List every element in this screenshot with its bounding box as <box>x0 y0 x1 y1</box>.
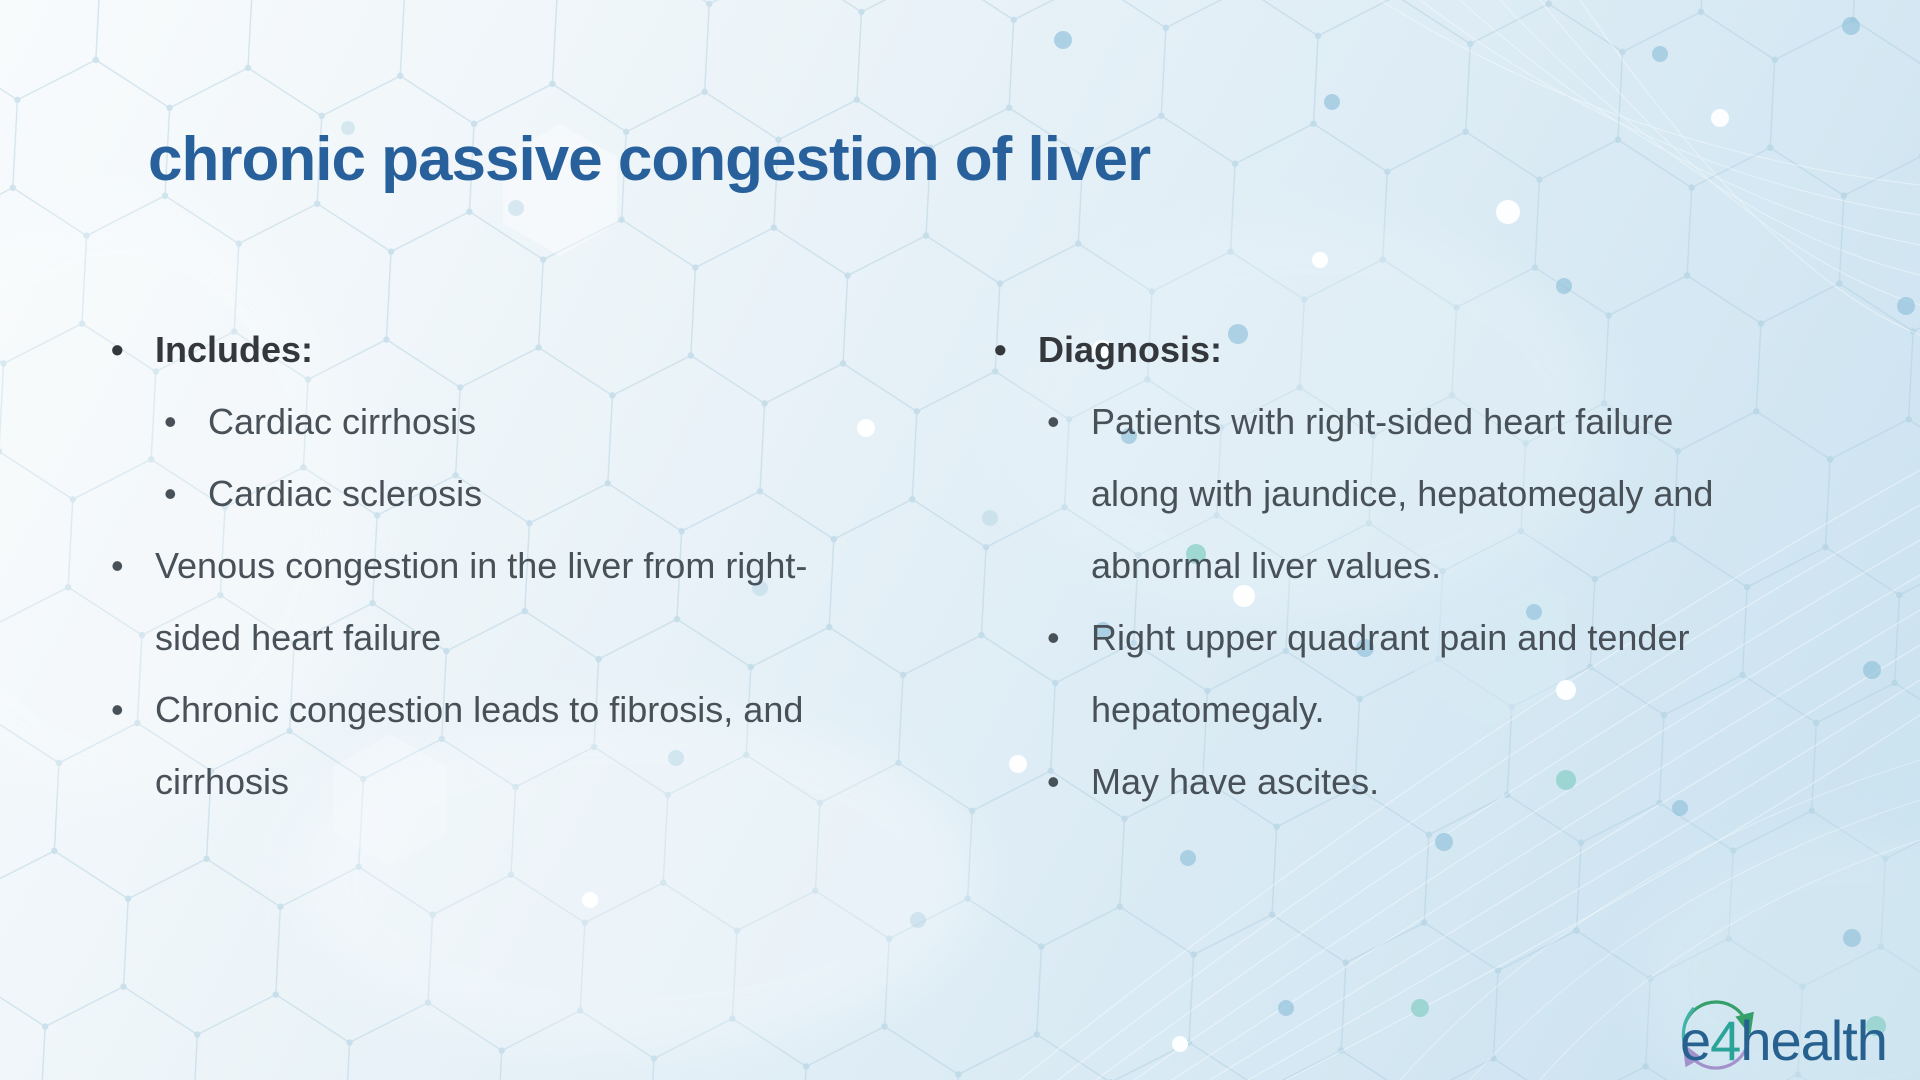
bullet-icon <box>111 314 155 386</box>
logo-wordmark <box>1680 1009 1887 1072</box>
list-item-text: Right upper quadrant pain and tender hepatomegaly. <box>1091 617 1690 730</box>
list-item-text: Includes: <box>155 329 314 370</box>
bullet-icon <box>164 386 208 458</box>
slide-title: chronic passive congestion of liver <box>148 125 1151 194</box>
list-item <box>164 386 835 458</box>
right-column-list <box>994 314 1731 818</box>
list-item <box>1047 602 1731 746</box>
bullet-icon <box>1047 746 1091 818</box>
list-item-text: Cardiac sclerosis <box>208 473 483 514</box>
list-item <box>111 674 835 818</box>
list-item-text: Venous congestion in the liver from right-sided heart failure <box>155 545 808 658</box>
bullet-icon <box>111 674 155 746</box>
list-item <box>164 458 835 530</box>
list-item-text: Diagnosis: <box>1038 329 1223 370</box>
bullet-icon <box>164 458 208 530</box>
logo-text-health: health <box>1740 1009 1887 1072</box>
e4health-logo <box>1666 986 1906 1078</box>
list-item-text: Chronic congestion leads to fibrosis, and cirrhosis <box>155 689 804 802</box>
bullet-icon <box>1047 602 1091 674</box>
list-item <box>1047 746 1731 818</box>
logo-text-4: 4 <box>1710 1009 1741 1072</box>
list-item <box>111 314 835 386</box>
list-item-text: May have ascites. <box>1091 761 1380 802</box>
bullet-icon <box>994 314 1038 386</box>
bullet-icon <box>111 530 155 602</box>
list-item <box>111 530 835 674</box>
list-item-text: Patients with right-sided heart failure along with jaundice, hepatomegaly and abnormal liver values. <box>1091 401 1714 586</box>
list-item <box>1047 386 1731 602</box>
logo-text-e: e <box>1680 1009 1711 1072</box>
bullet-icon <box>1047 386 1091 458</box>
list-item <box>994 314 1731 386</box>
left-column-list <box>111 314 835 818</box>
list-item-text: Cardiac cirrhosis <box>208 401 477 442</box>
